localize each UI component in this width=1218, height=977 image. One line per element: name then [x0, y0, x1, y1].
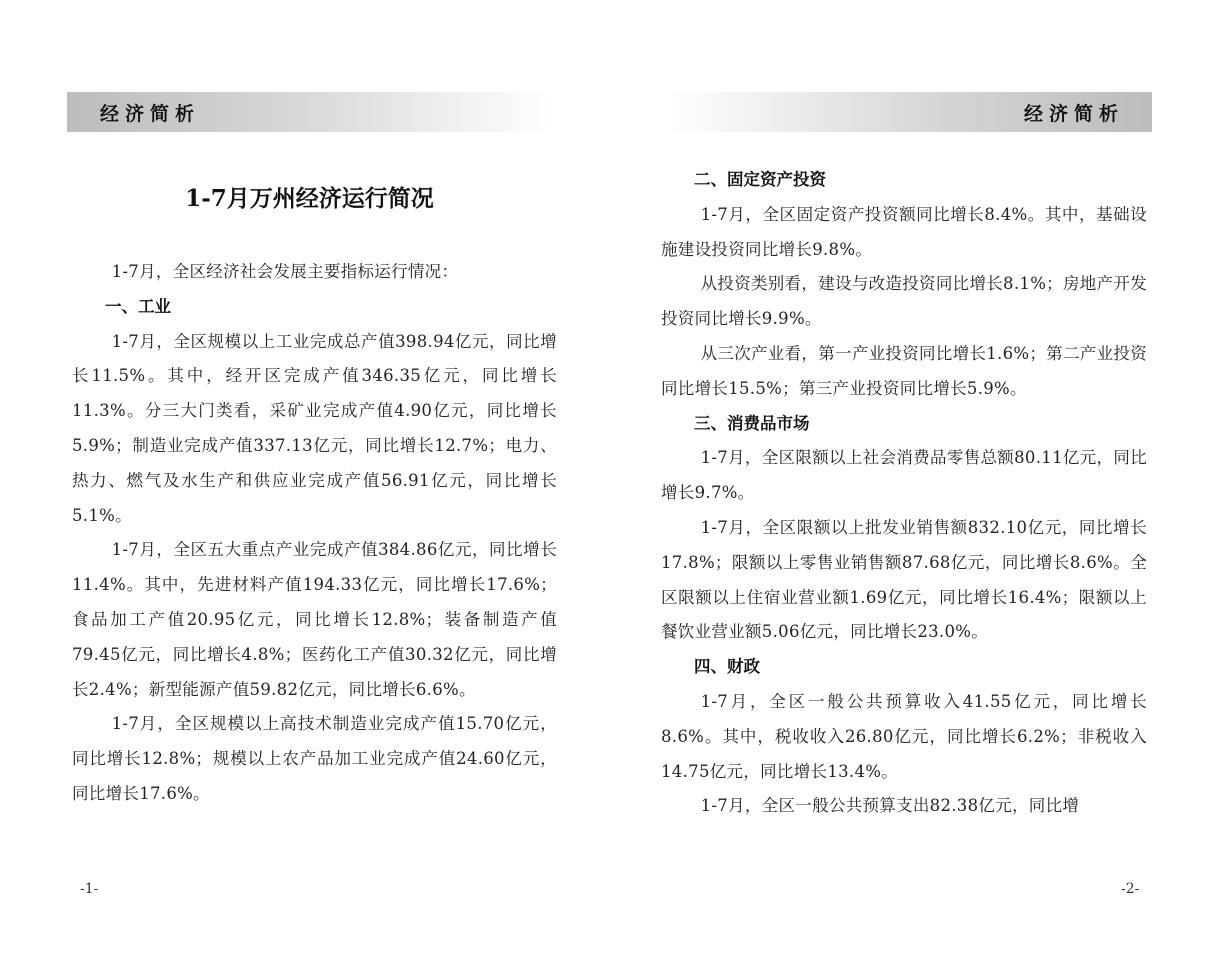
section-heading-consumer-market: 三、消费品市场: [694, 413, 810, 433]
section-heading-industry: 一、工业: [105, 296, 171, 316]
header-label: 经济简析: [100, 102, 201, 125]
right-page: [609, 0, 1218, 977]
header-bar: [67, 92, 552, 132]
paragraph: 1-7月，全区一般公共预算收入41.55亿元，同比增长8.6%。其中，税收收入26.80亿元，同比增长6.2%；非税收入14.75亿元，同比增长13.4%。: [661, 691, 1147, 781]
article-title: 1-7月万州经济运行简况: [185, 185, 434, 212]
paragraph: 1-7月，全区五大重点产业完成产值384.86亿元，同比增长11.4%。其中，先进材料产值194.33亿元，同比增长17.6%；食品加工产值20.95亿元，同比增长12.8%；装备制造产值79.45亿元，同比增长4.8%；医药化工产值30.32亿元，同比增长2.4%；新型能源产值59.82亿元，同比增长6.6%。: [72, 540, 557, 699]
paragraph: 1-7月，全区限额以上批发业销售额832.10亿元，同比增长17.8%；限额以上零售业销售额87.68亿元，同比增长8.6%。全区限额以上住宿业营业额1.69亿元，同比增长16.4%；限额以上餐饮业营业额5.06亿元，同比增长23.0%。: [661, 517, 1147, 642]
paragraph: 1-7月，全区规模以上高技术制造业完成产值15.70亿元，同比增长12.8%；规模以上农产品加工业完成产值24.60亿元，同比增长17.6%。: [72, 714, 557, 803]
section-heading-investment: 二、固定资产投资: [694, 170, 826, 189]
paragraph: 1-7月，全区一般公共预算支出82.38亿元，同比增: [700, 796, 1080, 816]
paragraph: 从投资类别看，建设与改造投资同比增长8.1%；房地产开发投资同比增长9.9%。: [661, 274, 1147, 329]
header-bar: [668, 92, 1152, 132]
paragraph: 从三次产业看，第一产业投资同比增长1.6%；第二产业投资同比增长15.5%；第三产业投资同比增长5.9%。: [661, 343, 1147, 398]
paragraph: 1-7月，全区固定资产投资额同比增长8.4%。其中，基础设施建设投资同比增长9.8%。: [661, 204, 1147, 259]
left-content: [72, 255, 557, 812]
page-number: -2-: [1121, 881, 1140, 897]
header-label: 经济简析: [1023, 102, 1124, 125]
intro-paragraph: 1-7月，全区经济社会发展主要指标运行情况：: [111, 262, 459, 281]
page-number: -1-: [80, 881, 99, 897]
right-content: [661, 163, 1147, 824]
section-heading-finance: 四、财政: [694, 657, 760, 677]
paragraph: 1-7月，全区限额以上社会消费品零售总额80.11亿元，同比增长9.7%。: [661, 448, 1147, 503]
paragraph: 1-7月，全区规模以上工业完成总产值398.94亿元，同比增长11.5%。其中，经开区完成产值346.35亿元，同比增长11.3%。分三大门类看，采矿业完成产值4.90亿元，同比增长5.9%；制造业完成产值337.13亿元，同比增长12.7%；电力、热力、燃气及水生产和供应业完成产值56.91亿元，同比增长5.1%。: [72, 331, 557, 525]
